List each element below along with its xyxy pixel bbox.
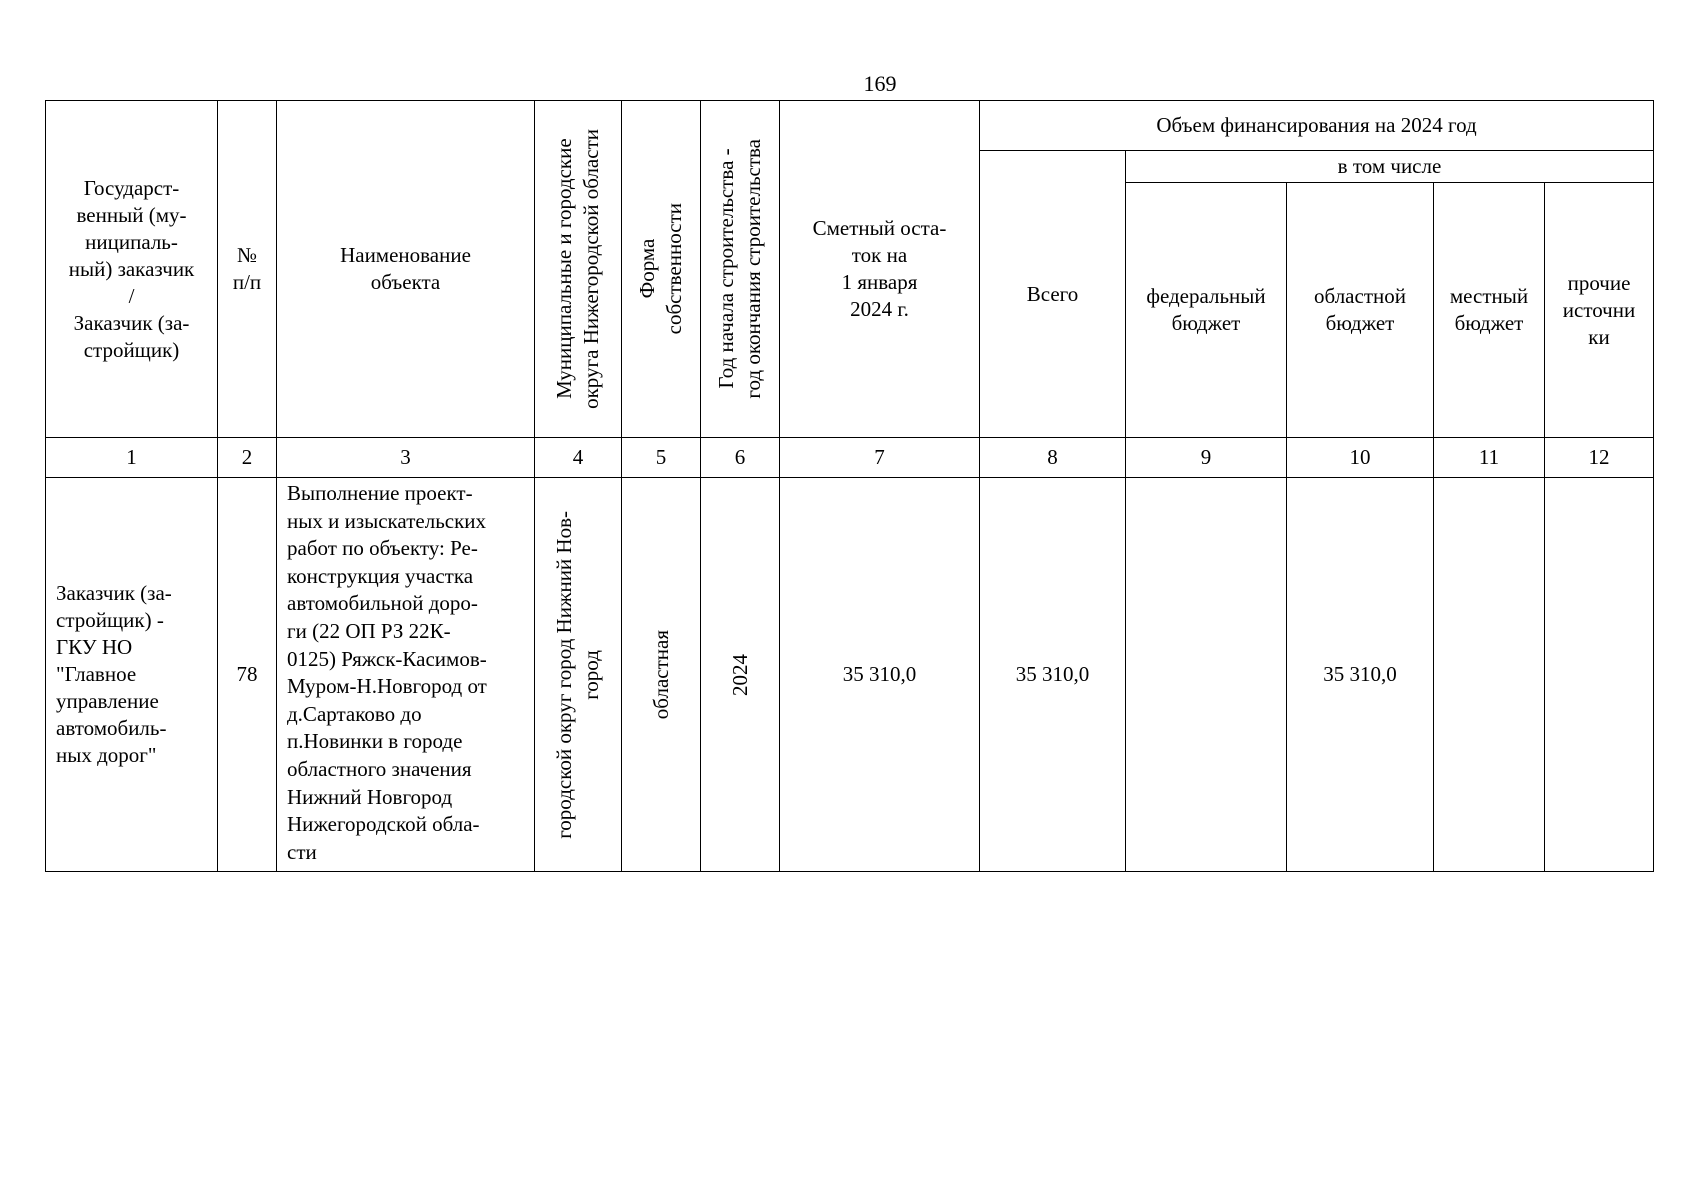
- header-financing: [980, 101, 1654, 151]
- header-ownership: [622, 101, 701, 438]
- page-number: 169: [863, 71, 897, 96]
- column-number: 3: [277, 438, 535, 478]
- column-number: 6: [701, 438, 780, 478]
- row-ownership: [622, 478, 701, 872]
- header-total-label: Всего: [1026, 281, 1079, 306]
- column-number: 4: [535, 438, 622, 478]
- column-number-row: [46, 438, 1654, 478]
- row-object-name: Выполнение проект- ных и изыскательских работ по объекту: Ре- конструкция участка автомобильной доро- ги (22 ОП РЗ 22К- 0125) Ряжск-Касимов- Муром-Н.Новгород от д.Сартаково до п.Новинки в городе областного значения Нижний Новгород Нижегородской обла- сти: [277, 478, 535, 872]
- header-ownership-label: Форма собственности: [635, 203, 686, 335]
- row-estimate: 35 310,0: [780, 478, 980, 872]
- column-number: 8: [980, 438, 1126, 478]
- header-object-name: [277, 101, 535, 438]
- column-number: 11: [1434, 438, 1545, 478]
- row-number: 78: [218, 478, 277, 872]
- row-customer: Заказчик (за- стройщик) - ГКУ НО "Главное управление автомобиль- ных дорог": [46, 478, 218, 872]
- row-other: [1545, 478, 1654, 872]
- column-number: 10: [1287, 438, 1434, 478]
- header-local: [1434, 183, 1545, 438]
- header-years-label: Год начала строительства - год окончания строительства: [714, 139, 765, 399]
- header-federal-label: федеральный бюджет: [1146, 284, 1266, 335]
- row-municipal: [535, 478, 622, 872]
- header-including: [1126, 151, 1654, 183]
- header-other: [1545, 183, 1654, 438]
- row-municipal-value: городской округ город Нижний Нов- город: [552, 510, 603, 839]
- header-financing-label: Объем финансирования на 2024 год: [1156, 113, 1477, 137]
- header-other-label: прочие источни ки: [1562, 270, 1636, 349]
- table-row: [46, 478, 1654, 872]
- header-estimate: [780, 101, 980, 438]
- column-number: 2: [218, 438, 277, 478]
- column-number: 9: [1126, 438, 1287, 478]
- header-municipal: [535, 101, 622, 438]
- header-regional: [1287, 183, 1434, 438]
- column-number: 7: [780, 438, 980, 478]
- header-object-name-label: Наименование объекта: [340, 243, 471, 294]
- header-local-label: местный бюджет: [1449, 284, 1529, 335]
- header-total: [980, 151, 1126, 438]
- row-years-value: 2024: [727, 653, 752, 696]
- header-customer: [46, 101, 218, 438]
- header-municipal-label: Муниципальные и городские округа Нижегородской области: [552, 129, 603, 409]
- column-number: 1: [46, 438, 218, 478]
- row-regional: 35 310,0: [1287, 478, 1434, 872]
- row-years: [701, 478, 780, 872]
- header-years: [701, 101, 780, 438]
- column-number: 12: [1545, 438, 1654, 478]
- header-federal: [1126, 183, 1287, 438]
- row-local: [1434, 478, 1545, 872]
- column-number: 5: [622, 438, 701, 478]
- header-number-label: № п/п: [232, 243, 262, 294]
- header-regional-label: областной бюджет: [1314, 284, 1406, 335]
- header-row-1: [46, 101, 1654, 151]
- financing-table: [45, 100, 1654, 872]
- row-ownership-value: областная: [648, 629, 673, 720]
- header-estimate-label: Сметный оста- ток на 1 января 2024 г.: [812, 216, 947, 321]
- header-number: [218, 101, 277, 438]
- header-customer-label: Государст- венный (му- ниципаль- ный) заказчик / Заказчик (за- стройщик): [68, 175, 195, 362]
- row-total: 35 310,0: [980, 478, 1126, 872]
- row-federal: [1126, 478, 1287, 872]
- header-including-label: в том числе: [1337, 154, 1442, 178]
